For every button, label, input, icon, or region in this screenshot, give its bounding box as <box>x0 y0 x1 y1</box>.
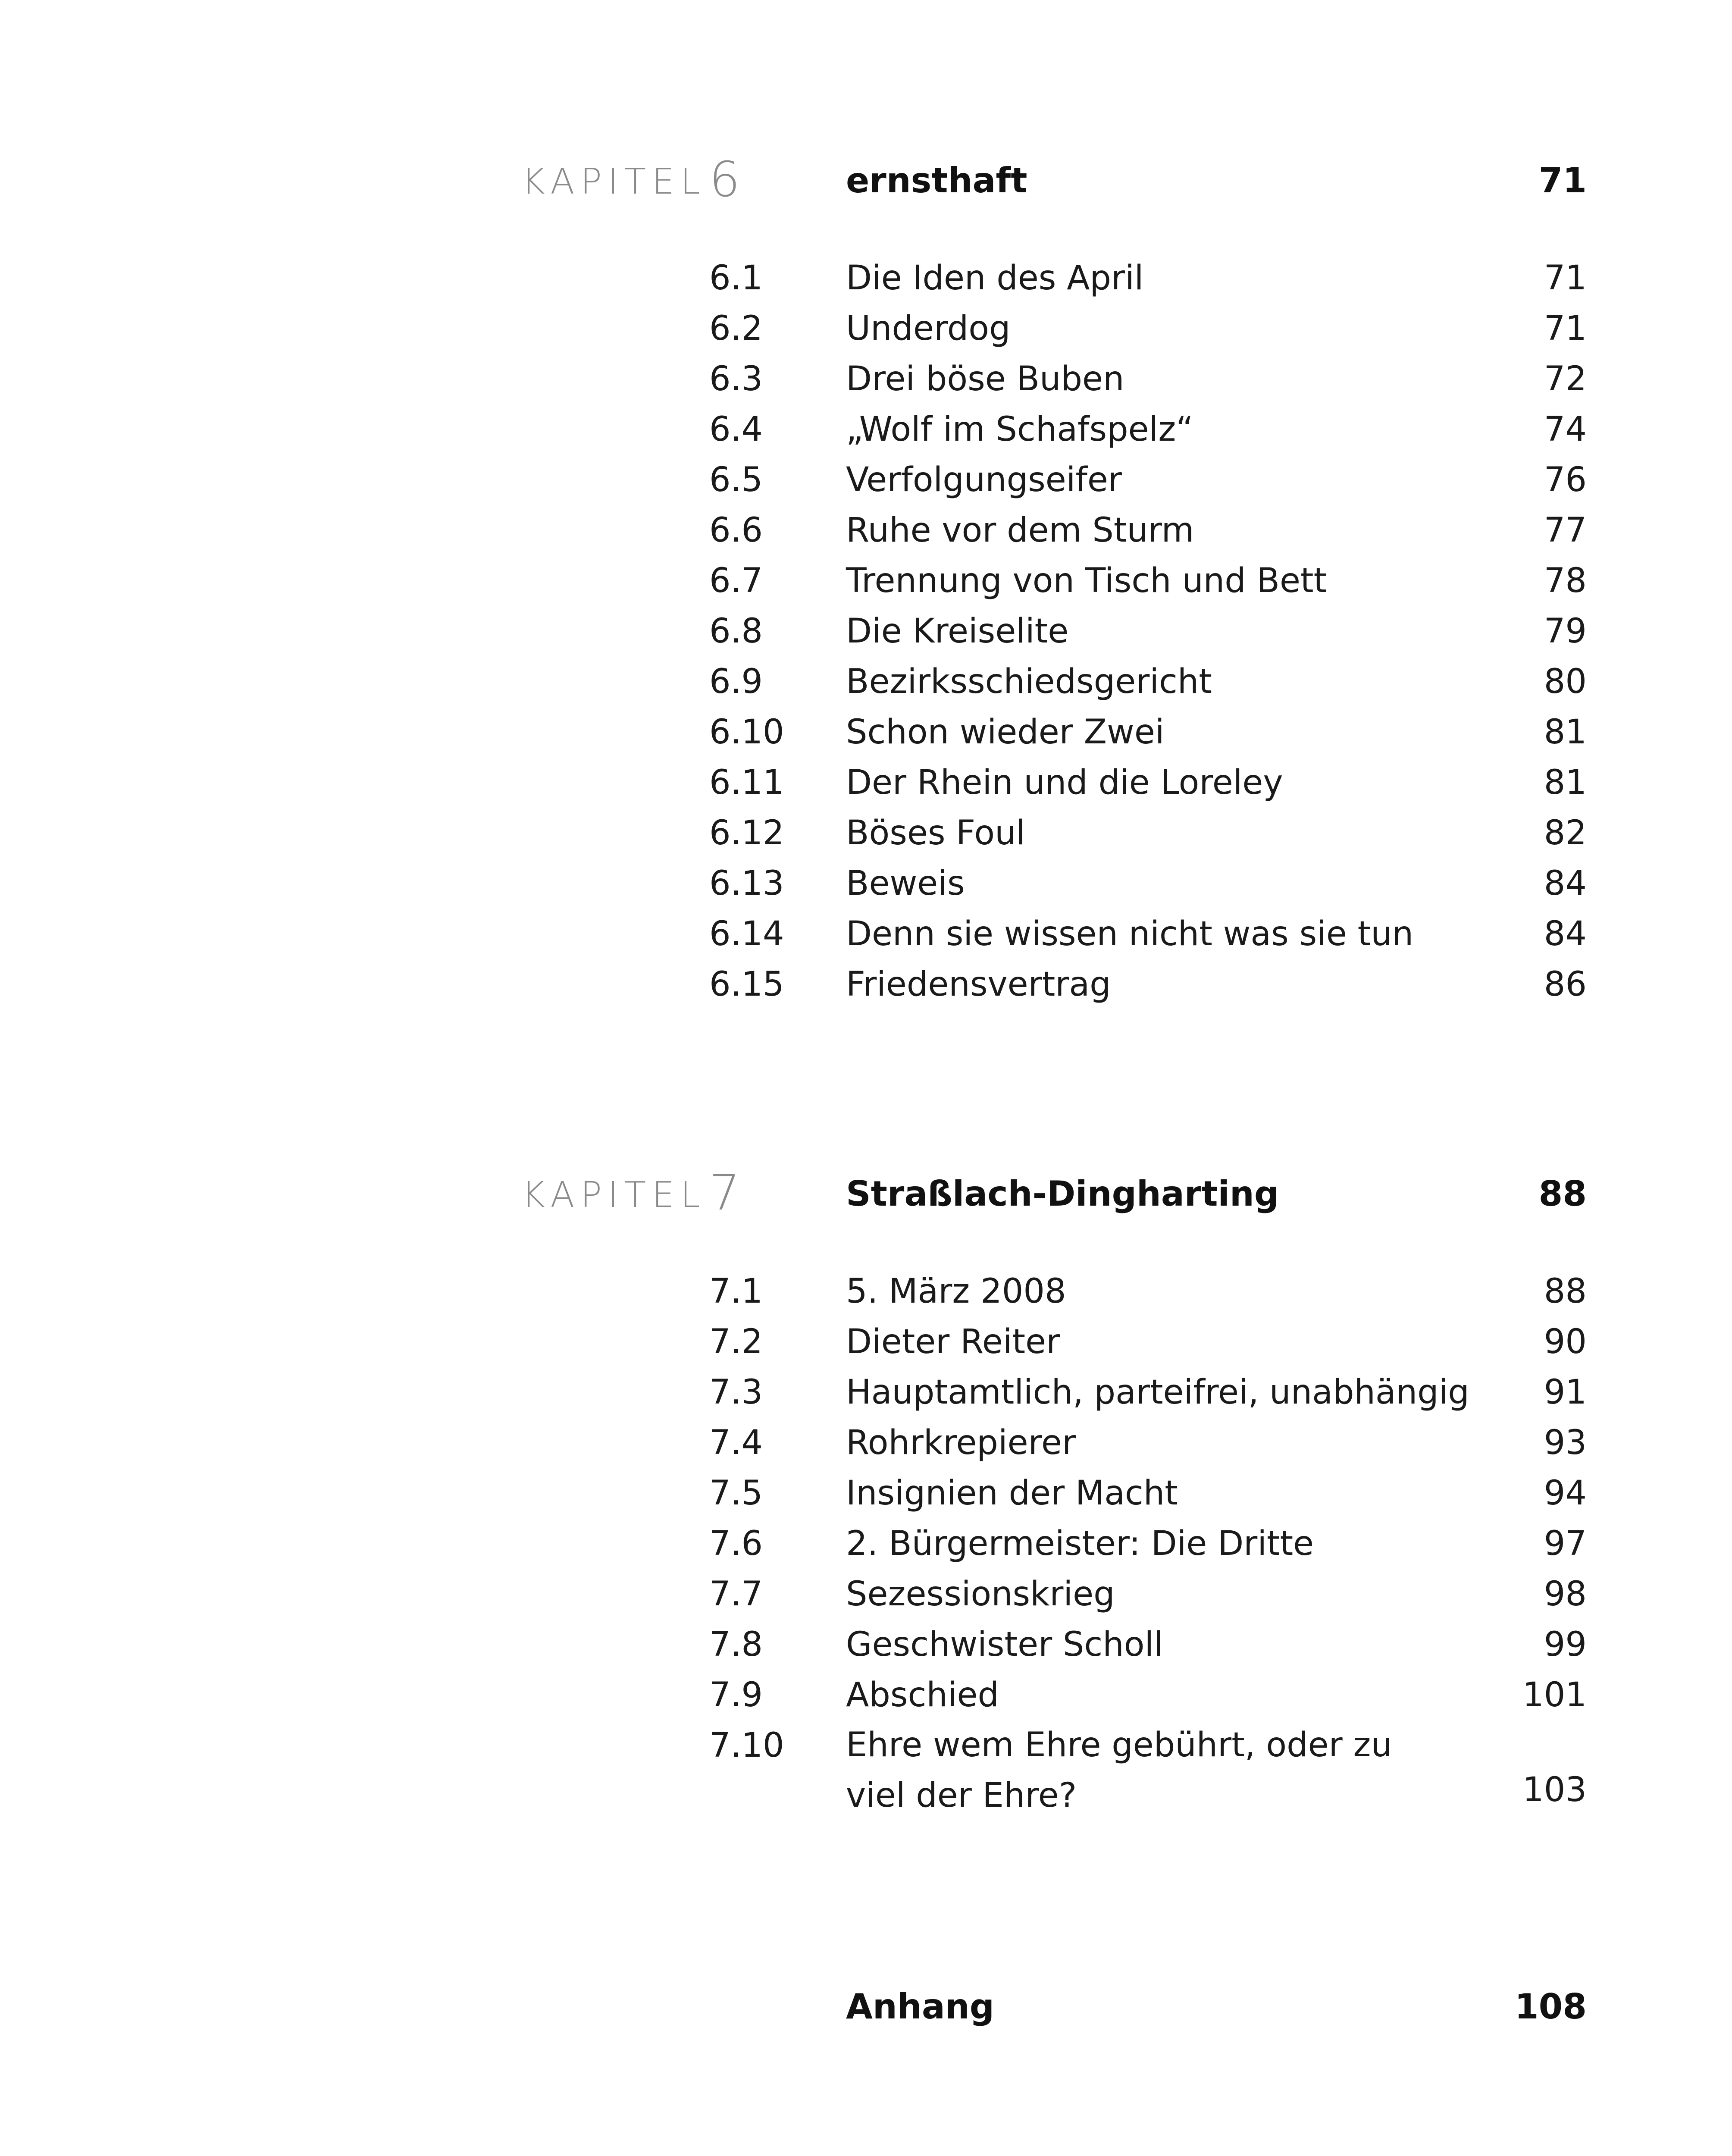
toc-entry[interactable] <box>0 1322 1732 1373</box>
entry-number: 6.5 <box>709 461 763 499</box>
entry-number: 6.9 <box>709 662 763 701</box>
toc-entry[interactable] <box>0 1524 1732 1575</box>
entry-page: 81 <box>1544 763 1587 802</box>
entry-page: 101 <box>1522 1676 1587 1714</box>
entry-title: Dieter Reiter <box>846 1322 1060 1361</box>
entry-title: Friedensvertrag <box>846 965 1111 1004</box>
entry-number: 6.8 <box>709 612 763 651</box>
entry-number: 7.6 <box>709 1524 763 1563</box>
entry-page: 93 <box>1544 1423 1587 1462</box>
toc-entry[interactable] <box>0 561 1732 612</box>
entry-number: 6.2 <box>709 309 763 348</box>
chapter-page: 88 <box>1538 1174 1587 1214</box>
entry-number: 7.8 <box>709 1625 763 1664</box>
entry-title: Beweis <box>846 864 965 903</box>
entry-title: Denn sie wissen nicht was sie tun <box>846 915 1414 953</box>
entry-page: 80 <box>1544 662 1587 701</box>
entry-page: 86 <box>1544 965 1587 1004</box>
entry-page: 84 <box>1544 864 1587 903</box>
entry-page: 91 <box>1544 1373 1587 1412</box>
toc-entry[interactable] <box>0 259 1732 309</box>
entry-page: 103 <box>1522 1771 1587 1809</box>
chapter-label: KAPITEL <box>522 1175 706 1216</box>
entry-title: Ehre wem Ehre gebührt, oder zu viel der Ehre? <box>846 1726 1392 1815</box>
entry-page: 77 <box>1544 511 1587 550</box>
entry-title: Geschwister Scholl <box>846 1625 1163 1664</box>
entry-title: Die Iden des April <box>846 259 1144 298</box>
appendix-page: 108 <box>1515 1987 1587 2027</box>
entry-title: Verfolgungseifer <box>846 461 1122 499</box>
toc-entry[interactable] <box>0 662 1732 713</box>
entry-title: 2. Bürgermeister: Die Dritte <box>846 1524 1314 1563</box>
chapter-title[interactable]: ernsthaft <box>846 160 1027 201</box>
toc-entry[interactable] <box>0 612 1732 662</box>
toc-entry[interactable] <box>0 814 1732 864</box>
entry-title: Die Kreiselite <box>846 612 1069 651</box>
entry-number: 6.1 <box>709 259 763 298</box>
chapter-number: 6 <box>709 152 740 208</box>
chapter-7-heading <box>0 1165 1732 1221</box>
entry-page: 81 <box>1544 713 1587 752</box>
chapter-page: 71 <box>1538 160 1587 201</box>
entry-title: Insignien der Macht <box>846 1474 1178 1513</box>
toc-entry[interactable] <box>0 864 1732 915</box>
entry-number: 6.6 <box>709 511 763 550</box>
entry-page: 78 <box>1544 561 1587 600</box>
toc-entry[interactable] <box>0 360 1732 410</box>
entry-number: 6.15 <box>709 965 784 1004</box>
entry-title: Böses Foul <box>846 814 1026 852</box>
chapter-7-entries <box>0 1272 1732 1827</box>
chapter-label: KAPITEL <box>522 161 706 202</box>
chapter-number: 7 <box>709 1165 740 1221</box>
entry-page: 98 <box>1544 1575 1587 1614</box>
entry-title: Abschied <box>846 1676 999 1714</box>
toc-entry[interactable] <box>0 915 1732 965</box>
toc-entry[interactable] <box>0 965 1732 1015</box>
toc-entry[interactable] <box>0 763 1732 814</box>
entry-number: 6.12 <box>709 814 784 852</box>
entry-number: 6.3 <box>709 360 763 398</box>
toc-entry[interactable] <box>0 1726 1732 1827</box>
entry-number: 7.10 <box>709 1726 784 1765</box>
toc-entry[interactable] <box>0 1423 1732 1474</box>
toc-entry[interactable] <box>0 511 1732 561</box>
toc-entry[interactable] <box>0 309 1732 360</box>
entry-title: Rohrkrepierer <box>846 1423 1076 1462</box>
entry-title: Bezirksschiedsgericht <box>846 662 1212 701</box>
toc-entry[interactable] <box>0 410 1732 461</box>
appendix-heading <box>0 1981 1732 2029</box>
entry-number: 6.14 <box>709 915 784 953</box>
entry-title: „Wolf im Schafspelz“ <box>846 410 1193 449</box>
chapter-title[interactable]: Straßlach-Dingharting <box>846 1174 1279 1214</box>
entry-title: Schon wieder Zwei <box>846 713 1165 752</box>
entry-number: 6.13 <box>709 864 784 903</box>
entry-page: 94 <box>1544 1474 1587 1513</box>
chapter-6-entries <box>0 259 1732 1015</box>
entry-number: 7.1 <box>709 1272 763 1311</box>
entry-page: 74 <box>1544 410 1587 449</box>
toc-entry[interactable] <box>0 1575 1732 1625</box>
toc-entry[interactable] <box>0 1474 1732 1524</box>
entry-number: 7.5 <box>709 1474 763 1513</box>
entry-title: 5. März 2008 <box>846 1272 1066 1311</box>
toc-entry[interactable] <box>0 1625 1732 1676</box>
entry-number: 7.3 <box>709 1373 763 1412</box>
entry-page: 97 <box>1544 1524 1587 1563</box>
entry-number: 7.2 <box>709 1322 763 1361</box>
entry-number: 7.9 <box>709 1676 763 1714</box>
appendix-title[interactable]: Anhang <box>846 1987 995 2027</box>
entry-page: 76 <box>1544 461 1587 499</box>
chapter-6-heading <box>0 152 1732 208</box>
toc-entry[interactable] <box>0 1373 1732 1423</box>
entry-number: 6.10 <box>709 713 784 752</box>
entry-title: Hauptamtlich, parteifrei, unabhängig <box>846 1373 1469 1412</box>
entry-title: Der Rhein und die Loreley <box>846 763 1283 802</box>
toc-entry[interactable] <box>0 713 1732 763</box>
entry-page: 82 <box>1544 814 1587 852</box>
entry-page: 84 <box>1544 915 1587 953</box>
toc-entry[interactable] <box>0 1676 1732 1726</box>
entry-title: Underdog <box>846 309 1011 348</box>
entry-page: 88 <box>1544 1272 1587 1311</box>
toc-entry[interactable] <box>0 461 1732 511</box>
entry-number: 7.4 <box>709 1423 763 1462</box>
entry-title: Sezessionskrieg <box>846 1575 1115 1614</box>
entry-number: 6.7 <box>709 561 763 600</box>
entry-title: Ruhe vor dem Sturm <box>846 511 1194 550</box>
entry-title: Drei böse Buben <box>846 360 1124 398</box>
entry-page: 72 <box>1544 360 1587 398</box>
entry-page: 99 <box>1544 1625 1587 1664</box>
entry-page: 71 <box>1544 259 1587 298</box>
entry-title: Trennung von Tisch und Bett <box>846 561 1327 600</box>
entry-page: 71 <box>1544 309 1587 348</box>
toc-entry[interactable] <box>0 1272 1732 1322</box>
entry-number: 6.4 <box>709 410 763 449</box>
entry-number: 7.7 <box>709 1575 763 1614</box>
entry-page: 90 <box>1544 1322 1587 1361</box>
entry-page: 79 <box>1544 612 1587 651</box>
entry-number: 6.11 <box>709 763 784 802</box>
